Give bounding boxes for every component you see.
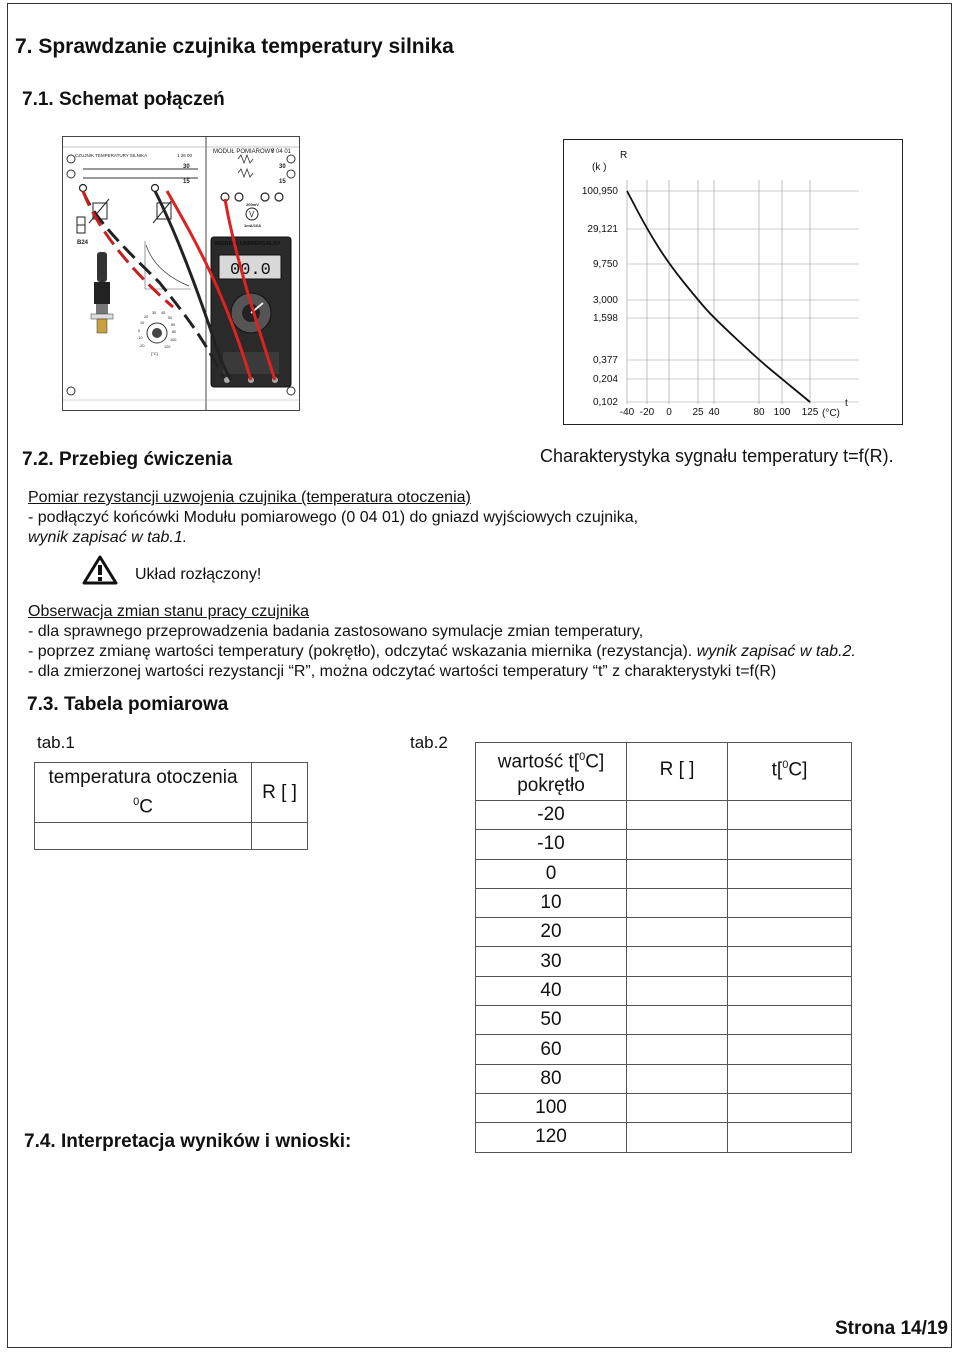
terminal-icon — [67, 387, 75, 395]
socket-icon — [275, 193, 283, 201]
paragraph-observation-title: Obserwacja zmian stanu pracy czujnika — [28, 603, 310, 620]
chart-caption: Charakterystyka sygnału temperatury t=f(R). — [540, 446, 894, 466]
section-title: 7. Sprawdzanie czujnika temperatury silnika — [15, 35, 454, 58]
chart-x-tick-label: -20 — [639, 407, 655, 418]
chart-y-ticks — [582, 186, 619, 408]
table-2-row — [476, 1006, 852, 1035]
b24-label: B24 — [77, 240, 89, 246]
table-2-resistance-cell[interactable] — [627, 830, 728, 859]
table-2-resistance-cell[interactable] — [627, 947, 728, 976]
table-2-row — [476, 888, 852, 917]
table-2-setting-cell: 40 — [476, 976, 627, 1005]
table-2-temperature-cell[interactable] — [728, 976, 852, 1005]
table-2-resistance-cell[interactable] — [627, 1093, 728, 1122]
chart-svg — [564, 140, 902, 424]
knob-scale-label: 30 — [152, 311, 157, 315]
table-2-setting-cell: 60 — [476, 1035, 627, 1064]
table-2-resistance-cell[interactable] — [627, 888, 728, 917]
knob-scale-label: 100 — [170, 338, 177, 342]
terminal-icon — [287, 387, 295, 395]
chart-y-label: R — [620, 150, 628, 161]
socket-icon — [80, 185, 87, 192]
sensor-code: 1 26 00 — [177, 153, 193, 158]
table-1 — [34, 762, 308, 850]
table-2-temperature-cell[interactable] — [728, 859, 852, 888]
table-2 — [475, 742, 852, 1153]
chart-y-unit: (k ) — [592, 162, 607, 173]
chart-x-ticks — [620, 407, 819, 418]
table-2-setting-cell: 120 — [476, 1123, 627, 1152]
table-2-row — [476, 976, 852, 1005]
table-2-row — [476, 947, 852, 976]
knob-scale-label: 80 — [172, 330, 177, 334]
table-2-temperature-cell[interactable] — [728, 888, 852, 917]
terminal-icon — [287, 170, 295, 178]
table-2-temperature-cell[interactable] — [728, 1064, 852, 1093]
socket-icon — [152, 185, 159, 192]
table-1-cell[interactable] — [35, 823, 252, 850]
table-2-setting-cell: -10 — [476, 830, 627, 859]
knob-icon — [147, 323, 167, 356]
table-2-temperature-cell[interactable] — [728, 1093, 852, 1122]
characteristic-chart — [563, 139, 903, 425]
paragraph-observation-line: - dla zmierzonej wartości rezystancji “R”, można odczytać wartości temperatury “t” z charakterystyki t=f(R) — [28, 663, 777, 680]
table-2-temperature-cell[interactable] — [728, 918, 852, 947]
chart-y-tick-label: 0,377 — [592, 355, 618, 366]
socket-icon — [235, 193, 243, 201]
chart-x-tick-label: 100 — [773, 407, 791, 418]
t30-right: 30 — [279, 164, 286, 170]
terminal-icon — [67, 155, 75, 163]
chart-x-tick-label: 0 — [666, 407, 672, 418]
chart-y-tick-label: 100,950 — [581, 186, 618, 197]
table-2-header-setting: wartość t[$^0$C] pokrętło — [476, 743, 627, 801]
table-2-resistance-cell[interactable] — [627, 918, 728, 947]
knob-scale-label: 0 — [138, 329, 141, 333]
chart-x-unit: (°C) — [822, 408, 840, 419]
table-2-row — [476, 801, 852, 830]
paragraph-observation-line: - dla sprawnego przeprowadzenia badania zastosowano symulacje zmian temperatury, — [28, 623, 644, 640]
paragraph-measurement-line: wynik zapisać w tab.1. — [28, 529, 188, 546]
paragraph-measurement — [28, 488, 638, 548]
t15-right: 15 — [279, 179, 286, 185]
chart-y-tick-label: 3,000 — [592, 295, 618, 306]
table-2-setting-cell: 0 — [476, 859, 627, 888]
table-2-temperature-cell[interactable] — [728, 801, 852, 830]
paragraph-measurement-line: - podłączyć końcówki Modułu pomiarowego (0 04 01) do gniazd wyjściowych czujnika, — [28, 509, 639, 526]
chart-y-tick-label: 29,121 — [587, 224, 618, 235]
range-top: 200mV — [246, 202, 259, 207]
temperature-sensor-icon — [91, 252, 113, 333]
range-bottom: 1mA/10A — [244, 223, 262, 228]
module-code: 0 04 01 — [271, 149, 292, 155]
subsection-7-4: 7.4. Interpretacja wyników i wnioski: — [24, 1131, 352, 1152]
chart-y-tick-label: 0,102 — [592, 397, 618, 408]
chart-x-tick-label: 80 — [753, 407, 765, 418]
table-2-row — [476, 918, 852, 947]
table-2-setting-cell: -20 — [476, 801, 627, 830]
table-2-header-temperature: t[$^0$C] — [728, 743, 852, 801]
table-2-resistance-cell[interactable] — [627, 976, 728, 1005]
table-2-row — [476, 1064, 852, 1093]
subsection-7-3: 7.3. Tabela pomiarowa — [27, 694, 229, 715]
page-number: Strona 14/19 — [835, 1318, 948, 1339]
table-2-resistance-cell[interactable] — [627, 801, 728, 830]
table-2-resistance-cell[interactable] — [627, 1035, 728, 1064]
chart-x-tick-label: 125 — [801, 407, 819, 418]
t15-left: 15 — [183, 179, 190, 185]
table-2-row — [476, 1093, 852, 1122]
chart-y-tick-label: 0,204 — [592, 374, 618, 385]
module-label: MODUŁ POMIAROWY — [213, 149, 275, 155]
chart-x-tick-label: 40 — [708, 407, 720, 418]
paragraph-observation — [28, 602, 856, 682]
knob-scale-label: -10 — [137, 336, 143, 340]
chart-x-tick-label: -40 — [619, 407, 635, 418]
subsection-7-2: 7.2. Przebieg ćwiczenia — [22, 449, 233, 470]
chart-series-line — [627, 191, 810, 402]
table-2-row — [476, 1035, 852, 1064]
chart-x-label: t — [845, 398, 848, 409]
table-2-setting-cell: 100 — [476, 1093, 627, 1122]
table-2-row — [476, 830, 852, 859]
subsection-7-1: 7.1. Schemat połączeń — [22, 89, 225, 110]
graph-thumbnail-icon — [145, 241, 191, 289]
sensor-panel-label: CZUJNIK TEMPERATURY SILNIKA — [75, 153, 148, 158]
chart-y-tick-label: 9,750 — [592, 259, 618, 270]
knob-scale-label: 60 — [171, 323, 176, 327]
table-2-temperature-cell[interactable] — [728, 1035, 852, 1064]
socket-icon — [261, 193, 269, 201]
knob-scale-label: 20 — [144, 315, 149, 319]
knob-scale-label: 120 — [164, 345, 171, 349]
knob-scale-label: -20 — [139, 344, 145, 348]
knob-scale-label: 40 — [161, 311, 166, 315]
table-2-setting-cell: 80 — [476, 1064, 627, 1093]
table-2-temperature-cell[interactable] — [728, 1123, 852, 1152]
table-2-resistance-cell[interactable] — [627, 1006, 728, 1035]
knob-scale-unit: [°C] — [151, 351, 158, 356]
warning-icon — [82, 555, 118, 590]
table-2-resistance-cell[interactable] — [627, 1123, 728, 1152]
warning-text: Układ rozłączony! — [135, 566, 262, 583]
chart-y-tick-label: 1,598 — [592, 313, 618, 324]
table-2-setting-cell: 20 — [476, 918, 627, 947]
table-1-cell[interactable] — [252, 823, 308, 850]
table-2-temperature-cell[interactable] — [728, 830, 852, 859]
connection-diagram-drawing — [63, 137, 299, 410]
table-2-row — [476, 1123, 852, 1152]
table-2-temperature-cell[interactable] — [728, 947, 852, 976]
meter-display: 00.0 — [230, 261, 271, 280]
table-1-header-resistance: R [ ] — [252, 763, 308, 823]
knob-scale-label: 10 — [140, 321, 145, 325]
table-2-temperature-cell[interactable] — [728, 1006, 852, 1035]
table-2-header-resistance: R [ ] — [627, 743, 728, 801]
table-1-header-temperature: temperatura otoczenia $^0$C — [35, 763, 252, 823]
volt-label: V — [249, 210, 255, 219]
terminal-icon — [287, 155, 295, 163]
table-2-setting-cell: 30 — [476, 947, 627, 976]
chart-x-tick-label: 25 — [692, 407, 704, 418]
terminal-icon — [67, 170, 75, 178]
connection-diagram — [62, 136, 300, 411]
table-2-setting-cell: 10 — [476, 888, 627, 917]
chart-grid — [627, 180, 859, 404]
knob-scale-label: 50 — [168, 316, 173, 320]
t30-left: 30 — [183, 164, 190, 170]
meter-label: MIERNIK UNIWERSALNY — [215, 241, 281, 247]
sensor-icon — [77, 217, 89, 246]
table-2-setting-cell: 50 — [476, 1006, 627, 1035]
tab2-label: tab.2 — [410, 733, 448, 752]
paragraph-measurement-title: Pomiar rezystancji uzwojenia czujnika (temperatura otoczenia) — [28, 489, 471, 506]
table-2-resistance-cell[interactable] — [627, 1064, 728, 1093]
paragraph-observation-line: - poprzez zmianę wartości temperatury (pokrętło), odczytać wskazania miernika (rezystancja). wynik zapisać w tab.2. — [28, 643, 856, 660]
table-2-resistance-cell[interactable] — [627, 859, 728, 888]
table-2-row — [476, 859, 852, 888]
tab1-label: tab.1 — [37, 733, 75, 752]
